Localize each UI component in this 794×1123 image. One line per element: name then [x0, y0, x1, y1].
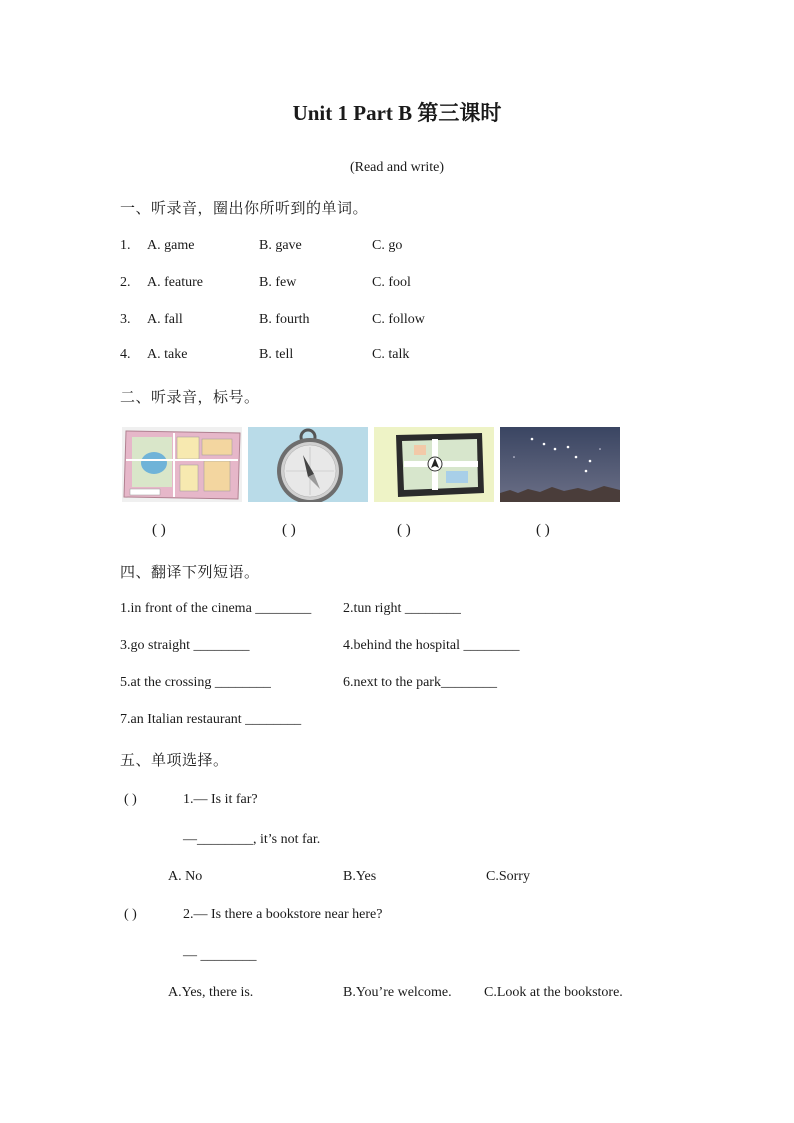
phrase-item: 6.next to the park________ [343, 675, 497, 690]
page-title: Unit 1 Part B 第三课时 [292, 101, 502, 125]
option-c: C.Look at the bookstore. [484, 985, 623, 1000]
item-number: 2. [120, 275, 131, 290]
option-c: C.Sorry [486, 869, 530, 884]
answer-blank[interactable]: ( ) [124, 792, 137, 807]
item-number: 3. [120, 312, 131, 327]
phrase-item: 7.an Italian restaurant ________ [120, 712, 302, 727]
option-b: B. tell [259, 347, 294, 362]
phrase-item: 1.in front of the cinema ________ [120, 601, 312, 616]
option-a: A. game [147, 238, 195, 253]
option-a: A. feature [147, 275, 203, 290]
phrase-item: 5.at the crossing ________ [120, 675, 271, 690]
page-subtitle: (Read and write) [349, 160, 445, 175]
answer-blank[interactable]: ( ) [397, 522, 411, 538]
map-picture [122, 427, 242, 502]
option-c: C. talk [372, 347, 410, 362]
compass-picture [248, 427, 368, 502]
option-c: C. go [372, 238, 403, 253]
answer-blank[interactable]: ( ) [152, 522, 166, 538]
option-b: B.Yes [343, 869, 377, 884]
section-1-heading: 一、听录音，圈出你所听到的单词。 [120, 199, 369, 217]
item-number: 1. [120, 238, 131, 253]
option-c: C. fool [372, 275, 411, 290]
item-number: 4. [120, 347, 131, 362]
section-5-heading: 五、单项选择。 [120, 751, 229, 769]
answer-blank[interactable]: ( ) [124, 907, 137, 922]
option-c: C. follow [372, 312, 425, 327]
option-a: A.Yes, there is. [168, 985, 254, 1000]
option-b: B.You’re welcome. [343, 985, 452, 1000]
answer-blank[interactable]: ( ) [536, 522, 550, 538]
phrase-item: 3.go straight ________ [120, 638, 250, 653]
phrase-item: 4.behind the hospital ________ [343, 638, 520, 653]
phrase-item: 2.tun right ________ [343, 601, 461, 616]
question-reply: — ________ [183, 948, 257, 963]
gps-navigator-picture [374, 427, 494, 502]
option-b: B. few [259, 275, 297, 290]
starry-sky-picture [500, 427, 620, 502]
question-reply: —________, it’s not far. [183, 832, 321, 847]
option-b: B. gave [259, 238, 302, 253]
answer-blank[interactable]: ( ) [282, 522, 296, 538]
question-stem: 1.— Is it far? [183, 792, 258, 807]
option-a: A. take [147, 347, 188, 362]
section-2-heading: 二、听录音，标号。 [120, 388, 260, 406]
option-b: B. fourth [259, 312, 310, 327]
option-a: A. fall [147, 312, 183, 327]
section-4-heading: 四、翻译下列短语。 [120, 563, 260, 581]
question-stem: 2.— Is there a bookstore near here? [183, 907, 383, 922]
option-a: A. No [168, 869, 203, 884]
